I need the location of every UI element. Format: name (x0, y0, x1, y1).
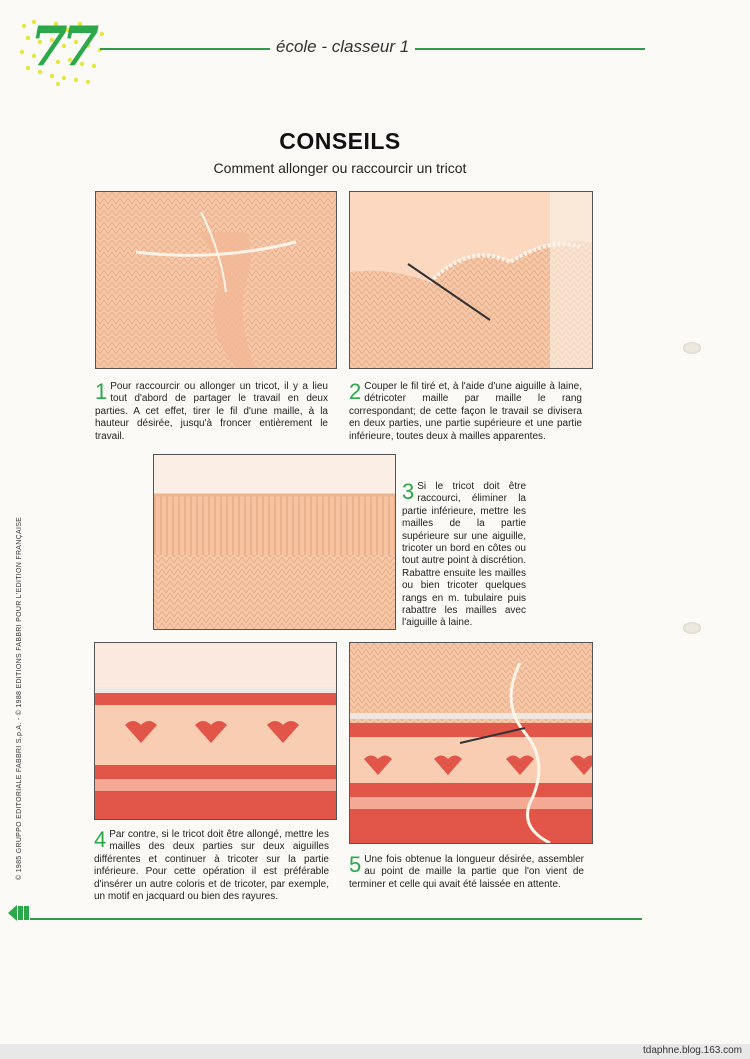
page-title: CONSEILS (279, 128, 401, 154)
step-1 (95, 381, 328, 443)
step-number: 3 (402, 479, 415, 504)
step-text: Par contre, si le tricot doit être allongé, mettre les mailles des deux parties sur deux aiguilles différentes et continuer à tricoter sur la partie inférieure. Pour cette opération il est préférable d'insérer un autre coloris et de tricoter, par exemple, un motif en jacquard ou bien des rayures. (94, 829, 329, 903)
step-3 (402, 481, 526, 630)
step-number: 4 (94, 827, 107, 852)
photo-step-2 (349, 191, 593, 369)
photo-step-4 (94, 642, 337, 820)
step-5 (349, 854, 584, 891)
binder-hole (683, 622, 701, 634)
page-subtitle: Comment allonger ou raccourcir un tricot (213, 160, 467, 176)
step-text: Pour raccourcir ou allonger un tricot, il y a lieu tout d'abord de partager le travail en deux parties. A cet effet, tirer le fil d'une maille, à la hauteur désirée, jusqu'à froncer entièrement le travail. (95, 381, 328, 442)
photo-step-5 (349, 642, 593, 844)
step-text: Si le tricot doit être raccourci, éliminer la partie inférieure, mettre les mailles de la partie supérieure sur une aiguille, tricoter un bord en côtes ou tout autre point à discrétion. Rabattre ensuite les mailles ou bien tricoter quelques rangs en m. tubulaire puis rabattre les mailles avec l'aiguille à laine. (402, 481, 526, 629)
step-number: 5 (349, 852, 362, 877)
series-label: école - classeur 1 (270, 37, 415, 57)
binder-hole (683, 342, 701, 354)
step-4 (94, 829, 329, 903)
step-2 (349, 381, 582, 443)
footer-bar (0, 1044, 750, 1059)
step-number: 2 (349, 379, 362, 404)
footer-watermark: tdaphne.blog.163.com (643, 1045, 742, 1056)
back-arrow-icon (8, 904, 30, 922)
copyright-text: © 1985 GRUPPO EDITORIALE FABBRI S.p.A. - © 1988 EDITIONS FABBRI POUR L'EDITION FRANÇAISE (16, 516, 23, 880)
step-text: Couper le fil tiré et, à l'aide d'une aiguille à laine, détricoter maille par maille le rang correspondant; de cette façon le travail se divisera en deux parties, une partie supérieure et une partie inférieure, toutes deux à mailles apparentes. (349, 381, 582, 442)
photo-step-3 (153, 454, 396, 630)
photo-step-1 (95, 191, 337, 369)
page-number: 77 (30, 14, 94, 78)
step-number: 1 (95, 379, 108, 404)
copyright-credit (6, 516, 26, 880)
step-text: Une fois obtenue la longueur désirée, assembler au point de maille la partie que l'on vient de terminer et celle qui avait été laissée en attente. (349, 854, 584, 890)
footer-rule (30, 918, 642, 920)
